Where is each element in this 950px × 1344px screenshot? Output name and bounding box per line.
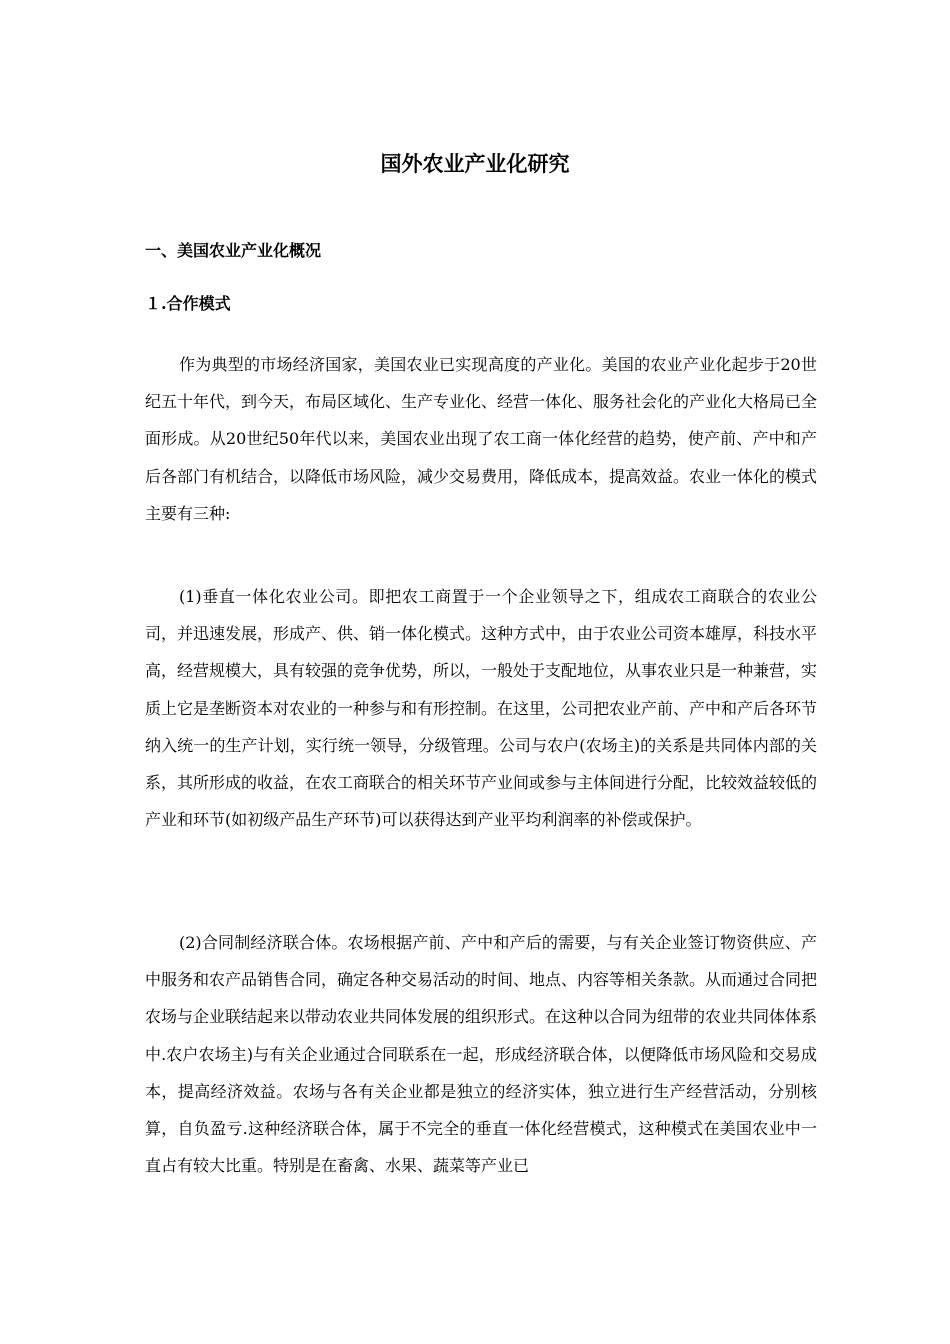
subsection-heading: １.合作模式 (145, 294, 231, 313)
paragraph-contract-union: (2)合同制经济联合体。农场根据产前、产中和产后的需要，与有关企业签订物资供应、产中服务和农产品销售合同，确定各种交易活动的时间、地点、内容等相关条款。从而通过合同把农场与企业联结起来以带动农业共同体发展的组织形式。在这种以合同为纽带的农业共同体体系中.农户农场主)与有关企业通过合同联系在一起，形成经济联合体，以便降低市场风险和交易成本，提高经济效益。农场与各有关企业都是独立的经济实体，独立进行生产经营活动，分别核算，自负盈亏.这种经济联合体，属于不完全的垂直一体化经营模式，这种模式在美国农业中一直占有较大比重。特别是在畜禽、水果、蔬菜等产业已 (145, 933, 818, 1176)
paragraph-vertical-integration: (1)垂直一体化农业公司。即把农工商置于一个企业领导之下，组成农工商联合的农业公司，并迅速发展，形成产、供、销一体化模式。这种方式中，由于农业公司资本雄厚，科技水平高，经营规模大，具有较强的竞争优势，所以，一般处于支配地位，从事农业只是一种兼营，实质上它是垄断资本对农业的一种参与和有形控制。在这里，公司把农业产前、产中和产后各环节纳入统一的生产计划，实行统一领导，分级管理。公司与农户(农场主)的关系是共同体内部的关系，其所形成的收益，在农工商联合的相关环节产业间或参与主体间进行分配，比较效益较低的产业和环节(如初级产品生产环节)可以获得达到产业平均利润率的补偿或保护。 (145, 587, 818, 830)
document-title: 国外农业产业化研究 (380, 151, 570, 176)
paragraph-intro: 作为典型的市场经济国家，美国农业已实现高度的产业化。美国的农业产业化起步于20世纪五十年代，到今天，布局区域化、生产专业化、经营一体化、服务社会化的产业化大格局已全面形成。从20世纪50年代以来，美国农业出现了农工商一体化经营的趋势，使产前、产中和产后各部门有机结合，以降低市场风险，减少交易费用，降低成本，提高效益。农业一体化的模式主要有三种: (145, 355, 818, 523)
section-heading: 一、美国农业产业化概况 (145, 241, 322, 260)
